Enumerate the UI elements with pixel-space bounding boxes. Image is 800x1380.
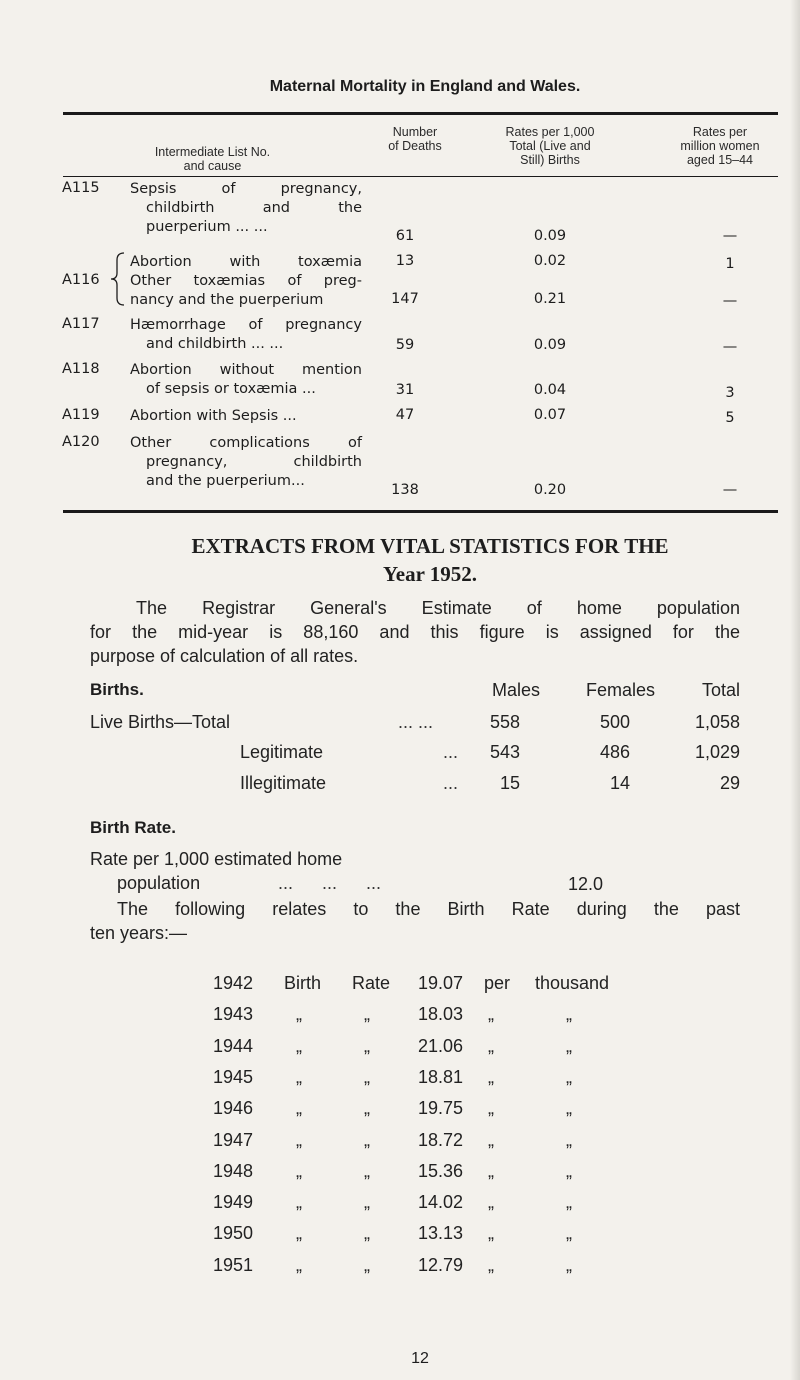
- cause-line: puerperium ... ...: [146, 219, 268, 235]
- history-per: „: [488, 1254, 494, 1275]
- row-code: A117: [62, 316, 100, 332]
- history-row: [0, 1004, 800, 1034]
- row-deaths: 61: [395, 228, 415, 244]
- title-line: Year 1952.: [382, 562, 478, 586]
- header-deaths-line: of Deaths: [388, 139, 442, 153]
- history-thousand: „: [566, 1254, 572, 1275]
- history-per: „: [488, 1066, 494, 1087]
- vital-statistics-title: [90, 532, 770, 588]
- history-row: [0, 1098, 800, 1128]
- history-birth: „: [296, 1129, 302, 1150]
- history-rate: „: [364, 1129, 370, 1150]
- history-value: 12.79: [418, 1254, 464, 1275]
- rate-label-line2: population: [117, 873, 201, 893]
- history-thousand: „: [566, 1160, 572, 1181]
- history-thousand: „: [566, 1223, 572, 1244]
- cause-line: and the puerperium...: [146, 473, 305, 489]
- history-rate: „: [364, 1035, 370, 1056]
- row-code: A120: [62, 434, 100, 450]
- header-women-line: Rates per: [692, 125, 748, 139]
- history-row: [0, 973, 800, 1003]
- row-code: A115: [62, 180, 100, 196]
- row-code: A118: [62, 361, 100, 377]
- leader-dots: ...: [443, 773, 459, 793]
- page-edge-shadow: [790, 0, 800, 1380]
- history-thousand: „: [566, 1129, 572, 1150]
- history-year: 1951: [213, 1254, 254, 1275]
- births-total: 1,058: [694, 712, 740, 732]
- leader-dots: ... ... ...: [278, 873, 382, 893]
- row-women-rate: 3: [725, 385, 735, 401]
- row-deaths: 138: [391, 482, 419, 498]
- row-women-rate: —: [722, 482, 738, 498]
- births-total: 1,029: [694, 742, 740, 762]
- births-total: 29: [719, 773, 740, 793]
- history-per: „: [488, 1004, 494, 1025]
- birth-rate-heading: Birth Rate.: [90, 818, 176, 837]
- rate-label-line1: Rate per 1,000 estimated home: [90, 849, 343, 869]
- row-births-rate: 0.09: [533, 337, 567, 353]
- history-value: 18.03: [418, 1004, 464, 1025]
- row-births-rate: 0.02: [533, 253, 567, 269]
- row-women-rate: —: [722, 228, 738, 244]
- cause-line: Abortion with Sepsis ...: [130, 408, 297, 424]
- births-males: 15: [499, 773, 520, 793]
- row-births-rate: 0.09: [533, 228, 567, 244]
- header-births-line: Still) Births: [520, 153, 580, 167]
- row-cause: [130, 361, 362, 399]
- row-cause: [130, 272, 362, 310]
- births-females: 486: [599, 742, 630, 762]
- history-birth: „: [296, 1223, 302, 1244]
- history-year: 1948: [213, 1160, 254, 1181]
- history-rate: „: [364, 1160, 370, 1181]
- history-value: 15.36: [418, 1160, 464, 1181]
- history-value: 13.13: [418, 1223, 464, 1244]
- history-rate: „: [364, 1004, 370, 1025]
- history-birth: „: [296, 1160, 302, 1181]
- history-rate: „: [364, 1223, 370, 1244]
- history-row: [0, 1067, 800, 1097]
- maternal-table-title: Maternal Mortality in England and Wales.: [269, 78, 581, 95]
- cause-line: Abortion with toxæmia: [130, 254, 362, 270]
- table-bottom-rule: [63, 510, 778, 513]
- row-women-rate: 5: [725, 410, 735, 426]
- cause-line: of sepsis or toxæmia ...: [146, 381, 316, 397]
- row-cause: [130, 253, 362, 272]
- page-number: 12: [411, 1350, 429, 1367]
- cause-line: nancy and the puerperium: [130, 292, 324, 308]
- history-value: 19.07: [418, 973, 464, 993]
- row-deaths: 31: [395, 382, 415, 398]
- cause-line: Sepsis of pregnancy,: [130, 181, 362, 197]
- paragraph-line: purpose of calculation of all rates.: [90, 646, 359, 666]
- row-births-rate: 0.07: [533, 407, 567, 423]
- header-bottom-rule: [63, 176, 778, 177]
- history-thousand: „: [566, 1035, 572, 1056]
- history-row: [0, 1130, 800, 1160]
- cause-line: childbirth and the: [146, 200, 362, 216]
- history-value: 14.02: [418, 1192, 464, 1213]
- history-per: „: [488, 1160, 494, 1181]
- history-year: 1946: [213, 1098, 254, 1119]
- history-birth: „: [296, 1035, 302, 1056]
- history-thousand: „: [566, 1098, 572, 1119]
- history-row: [0, 1255, 800, 1285]
- history-birth: „: [296, 1004, 302, 1025]
- header-births-line: Total (Live and: [509, 139, 591, 153]
- history-rate: Rate: [352, 973, 391, 993]
- history-rate: „: [364, 1192, 370, 1213]
- history-value: 18.72: [418, 1129, 464, 1150]
- births-females: 14: [609, 773, 630, 793]
- history-rate: „: [364, 1254, 370, 1275]
- history-year: 1944: [213, 1035, 254, 1056]
- history-year: 1942: [213, 973, 254, 993]
- header-births-line: Rates per 1,000: [505, 125, 595, 139]
- row-code: A116: [62, 272, 100, 288]
- row-births-rate: 0.20: [533, 482, 567, 498]
- row-women-rate: 1: [725, 256, 735, 272]
- header-cause-line: Intermediate List No.: [154, 145, 271, 159]
- history-value: 19.75: [418, 1098, 464, 1119]
- history-thousand: „: [566, 1066, 572, 1087]
- history-per: „: [488, 1223, 494, 1244]
- col-total: Total: [701, 680, 740, 700]
- history-per: „: [488, 1192, 494, 1213]
- history-birth: Birth: [284, 973, 322, 993]
- history-rate: „: [364, 1066, 370, 1087]
- history-year: 1947: [213, 1129, 254, 1150]
- history-birth: „: [296, 1192, 302, 1213]
- history-thousand: thousand: [535, 973, 610, 993]
- row-cause: [130, 316, 362, 354]
- history-thousand: „: [566, 1192, 572, 1213]
- row-births-rate: 0.04: [533, 382, 567, 398]
- history-year: 1943: [213, 1004, 254, 1025]
- history-per: „: [488, 1035, 494, 1056]
- history-row: [0, 1223, 800, 1253]
- row-deaths: 47: [395, 407, 415, 423]
- cause-line: Hæmorrhage of pregnancy: [130, 317, 362, 333]
- col-females: Females: [585, 680, 655, 700]
- row-births-rate: 0.21: [533, 291, 567, 307]
- header-women-line: aged 15–44: [686, 153, 754, 167]
- history-birth: „: [296, 1066, 302, 1087]
- births-heading: Births.: [90, 680, 144, 699]
- header-women-line: million women: [680, 139, 760, 153]
- row-code: A119: [62, 407, 100, 423]
- leader-dots: ...: [443, 742, 459, 762]
- births-females: 500: [599, 712, 630, 732]
- history-thousand: „: [566, 1004, 572, 1025]
- cause-line: Other complications of: [130, 435, 362, 451]
- history-row: [0, 1036, 800, 1066]
- paragraph-line: ten years:—: [90, 923, 188, 943]
- history-per: „: [488, 1098, 494, 1119]
- history-row: [0, 1161, 800, 1191]
- history-birth: „: [296, 1254, 302, 1275]
- births-males: 543: [489, 742, 520, 762]
- cause-line: and childbirth ... ...: [146, 336, 284, 352]
- births-row-label: Live Births—Total: [90, 712, 231, 732]
- rate-value: 12.0: [568, 874, 604, 894]
- history-value: 18.81: [418, 1066, 464, 1087]
- cause-line: Other toxæmias of preg-: [130, 273, 362, 289]
- header-cause: [110, 145, 315, 173]
- header-cause-line: and cause: [183, 159, 242, 173]
- history-rate: „: [364, 1098, 370, 1119]
- row-cause: [130, 180, 362, 237]
- brace-icon: [110, 252, 126, 306]
- history-value: 21.06: [418, 1035, 464, 1056]
- title-line: EXTRACTS FROM VITAL STATISTICS FOR THE: [191, 534, 669, 558]
- paragraph-line: for the mid-year is 88,160 and this figure is assigned for the: [90, 622, 740, 642]
- table-top-rule: [63, 112, 778, 115]
- history-row: [0, 1192, 800, 1222]
- leader-dots: ... ...: [398, 712, 434, 732]
- births-row-label: Legitimate: [240, 742, 324, 762]
- history-year: 1950: [213, 1223, 254, 1244]
- row-cause: [130, 407, 362, 426]
- header-deaths-line: Number: [392, 125, 438, 139]
- row-women-rate: —: [722, 293, 738, 309]
- births-row-label: Illegitimate: [240, 773, 327, 793]
- row-deaths: 147: [391, 291, 419, 307]
- col-males: Males: [491, 680, 540, 700]
- row-deaths: 59: [395, 337, 415, 353]
- history-year: 1945: [213, 1066, 254, 1087]
- history-per: per: [484, 973, 511, 993]
- row-women-rate: —: [722, 339, 738, 355]
- row-deaths: 13: [395, 253, 415, 269]
- header-deaths: [370, 125, 460, 153]
- row-cause: [130, 434, 362, 491]
- paragraph-line: The following relates to the Birth Rate during the past: [117, 899, 740, 919]
- history-per: „: [488, 1129, 494, 1150]
- births-males: 558: [489, 712, 520, 732]
- cause-line: pregnancy, childbirth: [146, 454, 362, 470]
- intro-paragraph: [90, 596, 740, 668]
- header-women-rate: [645, 125, 795, 167]
- history-year: 1949: [213, 1192, 254, 1213]
- following-paragraph: [90, 897, 740, 945]
- history-birth: „: [296, 1098, 302, 1119]
- header-births-rate: [490, 125, 610, 167]
- cause-line: Abortion without mention: [130, 362, 362, 378]
- paragraph-line: The Registrar General's Estimate of home population: [136, 598, 740, 618]
